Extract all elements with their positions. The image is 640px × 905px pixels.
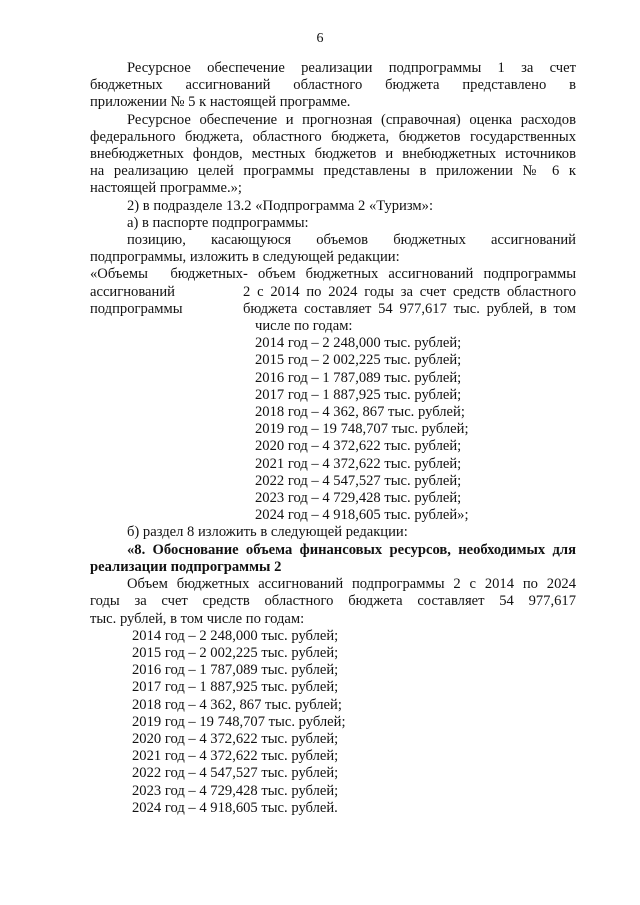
year-line: 2017 год – 1 887,925 тыс. рублей; (255, 386, 462, 403)
text-line: - объем бюджетных ассигнований подпрограммы (243, 266, 576, 283)
text-line: приложении № 5 к настоящей программе. (90, 94, 351, 111)
year-line: 2015 год – 2 002,225 тыс. рублей; (132, 644, 339, 661)
year-line: 2014 год – 2 248,000 тыс. рублей; (132, 627, 339, 644)
text-line: Ресурсное обеспечение реализации подпрограммы 1 за счет (127, 60, 576, 76)
year-line: 2014 год – 2 248,000 тыс. рублей; (255, 335, 462, 352)
year-line: 2017 год – 1 887,925 тыс. рублей; (132, 679, 339, 696)
text-line: числе по годам: (255, 318, 353, 335)
section-8-title (90, 542, 576, 576)
passport-table (90, 266, 576, 524)
year-line: 2015 год – 2 002,225 тыс. рублей; (255, 352, 462, 369)
text-line: бюджета составляет 54 977,617 тыс. рублей, в том (243, 300, 576, 317)
year-line: 2020 год – 4 372,622 тыс. рублей; (255, 438, 462, 455)
text-line: Объем бюджетных ассигнований подпрограммы 2 с 2014 по 2024 (127, 576, 576, 593)
text-line: подпрограммы (90, 300, 183, 317)
text-line: федерального бюджета, областного бюджета, бюджетов государственных (90, 128, 576, 145)
passport-right-cell (243, 266, 576, 524)
year-line: 2020 год – 4 372,622 тыс. рублей; (132, 730, 339, 747)
text-line: годы за счет средств областного бюджета составляет 54 977,617 (90, 593, 576, 610)
section-8-years (90, 628, 576, 817)
year-line: 2018 год – 4 362, 867 тыс. рублей; (255, 404, 465, 421)
paragraph-resource-sub1 (90, 60, 576, 112)
year-line: 2019 год – 19 748,707 тыс. рублей; (255, 421, 469, 438)
year-line: 2023 год – 4 729,428 тыс. рублей; (132, 782, 339, 799)
year-line: 2018 год – 4 362, 867 тыс. рублей; (132, 696, 342, 713)
text-line: подпрограммы, изложить в следующей редакции: (90, 249, 400, 266)
year-line: 2023 год – 4 729,428 тыс. рублей; (255, 490, 462, 507)
year-line: 2022 год – 4 547,527 тыс. рублей; (132, 765, 339, 782)
year-line: 2022 год – 4 547,527 тыс. рублей; (255, 472, 462, 489)
text-line: реализации подпрограммы 2 (90, 558, 282, 575)
text-line: внебюджетных фондов, местных бюджетов и внебюджетных источников (90, 146, 576, 163)
page-number: 6 (316, 31, 324, 46)
text-line: 2 с 2014 по 2024 годы за счет средств областного (243, 283, 576, 300)
text-line: «Объемы бюджетных (90, 266, 243, 283)
year-line: 2019 год – 19 748,707 тыс. рублей; (132, 713, 346, 730)
item-b: б) раздел 8 изложить в следующей редакции: (127, 524, 408, 541)
document-body (90, 60, 576, 817)
year-line: 2024 год – 4 918,605 тыс. рублей. (132, 799, 338, 816)
text-line: на реализацию целей программы представлены в приложении № 6 к (90, 163, 576, 180)
paragraph-position (90, 232, 576, 266)
year-line: 2021 год – 4 372,622 тыс. рублей; (132, 748, 339, 765)
year-line: 2016 год – 1 787,089 тыс. рублей; (255, 369, 462, 386)
text-line: Ресурсное обеспечение и прогнозная (справочная) оценка расходов (127, 111, 576, 128)
text-line: тыс. рублей, в том числе по годам: (90, 610, 305, 627)
text-line: ассигнований (90, 283, 175, 300)
text-line: позицию, касающуюся объемов бюджетных ассигнований (127, 232, 576, 249)
year-line: 2021 год – 4 372,622 тыс. рублей; (255, 455, 462, 472)
paragraph-resource-forecast (90, 112, 576, 198)
item-a: а) в паспорте подпрограммы: (127, 214, 309, 231)
text-line: настоящей программе.»; (90, 180, 242, 197)
item-2: 2) в подразделе 13.2 «Подпрограмма 2 «Туризм»: (127, 197, 434, 214)
year-line: 2024 год – 4 918,605 тыс. рублей»; (255, 507, 469, 524)
text-line: «8. Обоснование объема финансовых ресурсов, необходимых для (127, 541, 576, 558)
passport-left-cell (90, 266, 243, 524)
text-line: бюджетных ассигнований областного бюджета представлено в (90, 77, 576, 94)
section-8-body (90, 576, 576, 628)
year-line: 2016 год – 1 787,089 тыс. рублей; (132, 662, 339, 679)
